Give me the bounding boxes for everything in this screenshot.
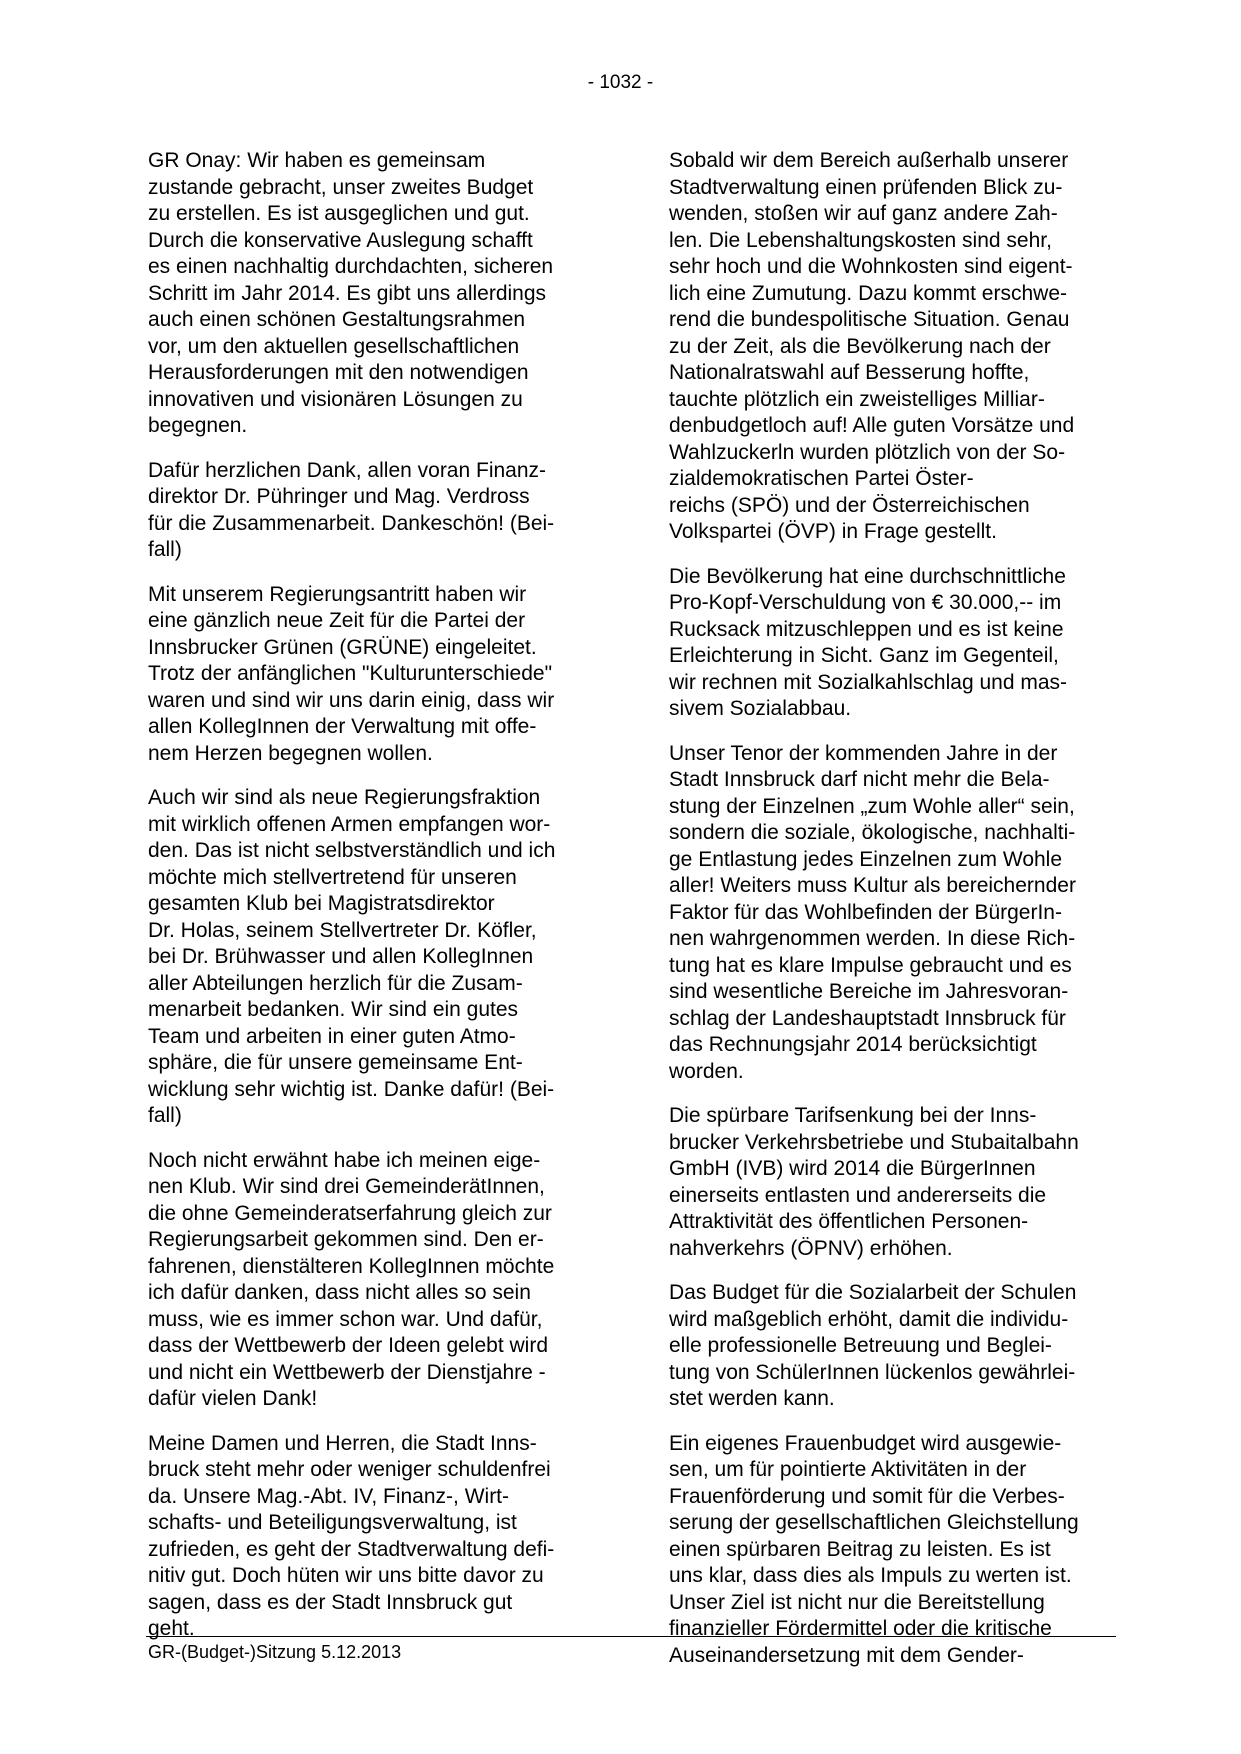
text-line: rend die bundespolitische Situation. Genau: [669, 308, 1070, 331]
text-line: wenden, stoßen wir auf ganz andere Zah-: [669, 202, 1058, 225]
text-line: sagen, dass es der Stadt Innsbruck gut: [148, 1590, 513, 1614]
text-line: Noch nicht erwähnt habe ich meinen eige-: [148, 1148, 541, 1172]
text-line: serung der gesellschaftlichen Gleichstellung: [669, 1511, 1079, 1534]
text-line: sondern die soziale, ökologische, nachhalti-: [669, 821, 1076, 844]
text-line: Volkspartei (ÖVP) in Frage gestellt.: [669, 520, 997, 543]
text-line: Stadtverwaltung einen prüfenden Blick zu-: [669, 175, 1063, 199]
text-line: begegnen.: [148, 414, 248, 437]
text-line: Trotz der anfänglichen "Kulturunterschiede": [148, 662, 553, 685]
text-line: nem Herzen begegnen wollen.: [148, 741, 433, 765]
text-line: die ohne Gemeinderatserfahrung gleich zur: [148, 1201, 552, 1225]
text-line: worden.: [669, 1059, 744, 1083]
text-line: Dafür herzlichen Dank, allen voran Finanz-: [148, 458, 547, 482]
text-line: Pro-Kopf-Verschuldung von € 30.000,-- im: [669, 591, 1062, 614]
text-line: GR Onay: Wir haben es gemeinsam: [148, 149, 486, 172]
text-line: sind wesentliche Bereiche im Jahresvoran-: [669, 980, 1069, 1003]
text-line: Das Budget für die Sozialarbeit der Schulen: [669, 1281, 1077, 1304]
paragraph: [148, 582, 596, 768]
right-column: [669, 148, 1117, 1687]
text-line: das Rechnungsjahr 2014 berücksichtigt: [669, 1033, 1037, 1056]
paragraph: [669, 741, 1117, 1086]
text-line: möchte mich stellvertretend für unseren: [148, 865, 517, 889]
text-line: aller Abteilungen herzlich für die Zusam-: [148, 971, 523, 995]
text-line: tung hat es klare Impulse gebraucht und es: [669, 953, 1072, 977]
text-line: reichs (SPÖ) und der Österreichischen: [669, 493, 1030, 517]
text-line: bruck steht mehr oder weniger schuldenfrei: [148, 1458, 551, 1481]
text-line: finanzieller Fördermittel oder die kritische: [669, 1617, 1052, 1640]
text-line: stung der Einzelnen „zum Wohle aller“ sein,: [669, 794, 1075, 818]
text-line: einerseits entlasten und andererseits die: [669, 1183, 1047, 1207]
text-line: sehr hoch und die Wohnkosten sind eigent-: [669, 255, 1073, 278]
footer-session-label: GR-(Budget-)Sitzung 5.12.2013: [148, 1642, 402, 1662]
text-line: tung von SchülerInnen lückenlos gewährlei-: [669, 1360, 1076, 1384]
text-line: GmbH (IVB) wird 2014 die BürgerInnen: [669, 1157, 1036, 1180]
paragraph: [148, 1431, 596, 1643]
text-line: uns klar, dass dies als Impuls zu werten ist.: [669, 1564, 1072, 1587]
text-line: da. Unsere Mag.-Abt. IV, Finanz-, Wirt-: [148, 1484, 510, 1508]
paragraph: [148, 785, 596, 1130]
text-line: vor, um den aktuellen gesellschaftlichen: [148, 334, 520, 358]
text-line: Team und arbeiten in einer guten Atmo-: [148, 1024, 516, 1048]
text-line: eine gänzlich neue Zeit für die Partei der: [148, 609, 526, 632]
text-line: für die Zusammenarbeit. Dankeschön! (Bei-: [148, 511, 555, 535]
text-line: Ein eigenes Frauenbudget wird ausgewie-: [669, 1431, 1062, 1455]
text-line: gesamten Klub bei Magistratsdirektor: [148, 892, 495, 915]
text-line: innovativen und visionären Lösungen zu: [148, 387, 523, 411]
text-line: zu der Zeit, als die Bevölkerung nach der: [669, 334, 1051, 358]
text-line: fall): [148, 538, 182, 561]
paragraph: [148, 458, 596, 564]
text-line: auch einen schönen Gestaltungsrahmen: [148, 308, 526, 331]
text-line: wird maßgeblich erhöht, damit die individu-: [669, 1307, 1069, 1331]
text-line: sen, um für pointierte Aktivitäten in der: [669, 1458, 1027, 1481]
text-line: allen KollegInnen der Verwaltung mit offe-: [148, 715, 537, 738]
text-line: len. Die Lebenshaltungskosten sind sehr,: [669, 228, 1052, 252]
text-line: Auseinandersetzung mit dem Gender-: [669, 1643, 1024, 1667]
text-line: zialdemokratischen Partei Öster-: [669, 467, 974, 490]
text-line: dass der Wettbewerb der Ideen gelebt wird: [148, 1334, 549, 1357]
paragraph: [669, 1280, 1117, 1413]
text-line: und nicht ein Wettbewerb der Dienstjahre -: [148, 1360, 546, 1384]
text-line: brucker Verkehrsbetriebe und Stubaitalbahn: [669, 1130, 1079, 1154]
paragraph: [669, 148, 1117, 546]
text-line: zufrieden, es geht der Stadtverwaltung defi-: [148, 1537, 555, 1561]
text-line: Auch wir sind als neue Regierungsfraktion: [148, 786, 541, 809]
text-line: aller! Weiters muss Kultur als bereichernder: [669, 874, 1076, 897]
paragraph: [669, 1103, 1117, 1262]
text-line: tauchte plötzlich ein zweistelliges Milliar-: [669, 387, 1045, 411]
text-line: Regierungsarbeit gekommen sind. Den er-: [148, 1228, 544, 1251]
text-line: es einen nachhaltig durchdachten, sicheren: [148, 255, 554, 278]
paragraph: [148, 1148, 596, 1413]
text-line: Die spürbare Tarifsenkung bei der Inns-: [669, 1104, 1037, 1127]
text-line: nitiv gut. Doch hüten wir uns bitte davor zu: [148, 1564, 544, 1587]
text-line: nahverkehrs (ÖPNV) erhöhen.: [669, 1236, 953, 1260]
text-line: Die Bevölkerung hat eine durchschnittliche: [669, 564, 1066, 588]
text-line: denbudgetloch auf! Alle guten Vorsätze und: [669, 414, 1075, 437]
text-line: Sobald wir dem Bereich außerhalb unserer: [669, 149, 1069, 172]
text-line: Herausforderungen mit den notwendigen: [148, 361, 529, 384]
text-line: Wahlzuckerln wurden plötzlich von der So-: [669, 440, 1066, 464]
text-line: Nationalratswahl auf Besserung hoffte,: [669, 361, 1030, 384]
text-line: bei Dr. Brühwasser und allen KollegInnen: [148, 945, 534, 968]
text-line: wicklung sehr wichtig ist. Danke dafür! (Bei-: [148, 1077, 555, 1101]
text-line: Attraktivität des öffentlichen Personen-: [669, 1210, 1029, 1233]
text-line: Stadt Innsbruck darf nicht mehr die Bela-: [669, 768, 1050, 791]
paragraph: [669, 564, 1117, 723]
text-line: lich eine Zumutung. Dazu kommt erschwe-: [669, 281, 1067, 305]
text-line: Frauenförderung und somit für die Verbes-: [669, 1484, 1065, 1508]
text-line: mit wirklich offenen Armen empfangen wor-: [148, 812, 551, 836]
text-line: waren und sind wir uns darin einig, dass wir: [148, 688, 555, 712]
text-line: den. Das ist nicht selbstverständlich und ich: [148, 839, 556, 862]
text-line: zu erstellen. Es ist ausgeglichen und gut.: [148, 202, 530, 225]
text-line: fahrenen, dienstälteren KollegInnen möchte: [148, 1254, 555, 1278]
text-line: schlag der Landeshauptstadt Innsbruck für: [669, 1006, 1066, 1030]
text-line: nen wahrgenommen werden. In diese Rich-: [669, 927, 1076, 950]
text-line: menarbeit bedanken. Wir sind ein gutes: [148, 998, 519, 1021]
text-line: fall): [148, 1104, 182, 1127]
text-line: ge Entlastung jedes Einzelnen zum Wohle: [669, 847, 1063, 871]
text-line: Unser Ziel ist nicht nur die Bereitstellung: [669, 1590, 1045, 1614]
text-line: muss, wie es immer schon war. Und dafür,: [148, 1307, 543, 1331]
paragraph: [669, 1431, 1117, 1670]
left-column: [148, 148, 596, 1661]
text-line: Unser Tenor der kommenden Jahre in der: [669, 741, 1058, 765]
text-line: direktor Dr. Pühringer und Mag. Verdross: [148, 485, 530, 508]
text-line: Erleichterung in Sicht. Ganz im Gegenteil,: [669, 644, 1059, 667]
text-line: Dr. Holas, seinem Stellvertreter Dr. Köfler,: [148, 918, 537, 942]
text-line: Rucksack mitzuschleppen und es ist keine: [669, 617, 1064, 641]
text-line: Innsbrucker Grünen (GRÜNE) eingeleitet.: [148, 635, 537, 659]
text-line: Faktor für das Wohlbefinden der BürgerIn-: [669, 900, 1062, 924]
text-line: zustande gebracht, unser zweites Budget: [148, 175, 534, 199]
text-line: Schritt im Jahr 2014. Es gibt uns allerdings: [148, 281, 547, 305]
text-line: einen spürbaren Beitrag zu leisten. Es ist: [669, 1537, 1051, 1561]
text-line: schafts- und Beteiligungsverwaltung, ist: [148, 1511, 517, 1534]
footer-divider: [146, 1636, 1116, 1637]
text-line: geht.: [148, 1617, 195, 1640]
paragraph: [148, 148, 596, 440]
text-line: sivem Sozialabbau.: [669, 697, 852, 720]
text-line: ich dafür danken, dass nicht alles so sein: [148, 1281, 531, 1304]
text-line: Mit unserem Regierungsantritt haben wir: [148, 582, 527, 606]
text-line: dafür vielen Dank!: [148, 1387, 318, 1410]
page-number: - 1032 -: [587, 72, 654, 93]
text-line: wir rechnen mit Sozialkahlschlag und mas-: [669, 670, 1068, 694]
text-line: nen Klub. Wir sind drei GemeinderätInnen,: [148, 1175, 545, 1198]
text-line: Meine Damen und Herren, die Stadt Inns-: [148, 1431, 537, 1455]
text-line: stet werden kann.: [669, 1387, 835, 1410]
text-line: Durch die konservative Auslegung schafft: [148, 228, 533, 252]
text-line: sphäre, die für unsere gemeinsame Ent-: [148, 1051, 523, 1074]
text-line: elle professionelle Betreuung und Beglei-: [669, 1334, 1052, 1357]
